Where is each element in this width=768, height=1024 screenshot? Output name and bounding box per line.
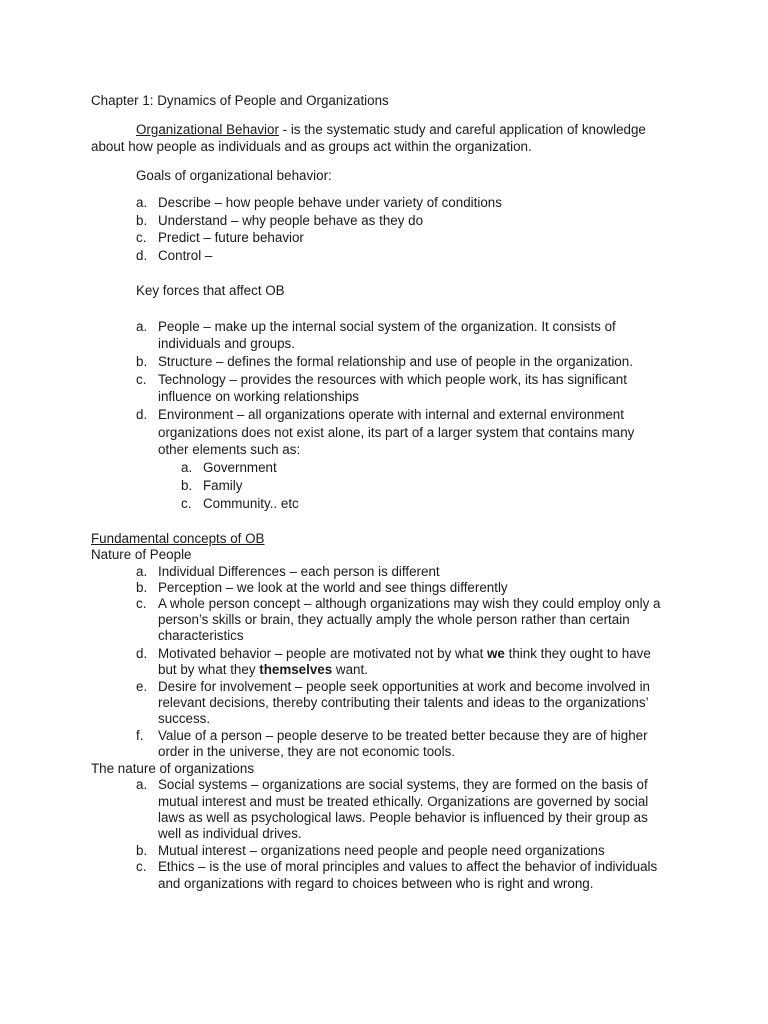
sub-list-marker: a. <box>181 460 193 475</box>
list-marker: d. <box>136 248 148 263</box>
definition-text: - is the systematic study and careful application of knowledge <box>278 122 646 137</box>
definition-line-2: about how people as individuals and as groups act within the organization. <box>91 139 532 154</box>
list-item <box>158 646 651 662</box>
list-marker: f. <box>136 728 144 743</box>
text-run: but by what they <box>158 662 260 677</box>
list-marker: a. <box>136 195 148 210</box>
list-marker: c. <box>136 859 147 874</box>
list-marker: b. <box>136 354 148 369</box>
forces-heading: Key forces that affect OB <box>136 283 285 298</box>
list-item-continued: relevant decisions, thereby contributing their talents and ideas to the organizations’ <box>158 695 649 710</box>
list-item-continued: laws as well as psychological laws. People behavior is influenced by their group as <box>158 810 648 825</box>
list-marker: d. <box>136 407 148 422</box>
list-item-continued: order in the universe, they are not economic tools. <box>158 744 455 759</box>
definition-term: Organizational Behavior <box>136 122 279 137</box>
list-item-continued: and organizations with regard to choices between who is right and wrong. <box>158 876 594 891</box>
nature-people-heading: Nature of People <box>91 547 192 562</box>
sub-list-marker: c. <box>181 496 192 511</box>
list-item: Social systems – organizations are social systems, they are formed on the basis of <box>158 777 648 792</box>
definition-line-1 <box>136 122 646 138</box>
list-item: Technology – provides the resources with which people work, its has significant <box>158 372 627 387</box>
fundamentals-heading: Fundamental concepts of OB <box>91 531 265 546</box>
goals-heading: Goals of organizational behavior: <box>136 168 332 183</box>
list-marker: c. <box>136 372 147 387</box>
sub-list-marker: b. <box>181 478 193 493</box>
list-marker: a. <box>136 319 148 334</box>
list-marker: d. <box>136 646 148 661</box>
list-item-continued: well as individual drives. <box>158 826 302 841</box>
list-item: Perception – we look at the world and see things differently <box>158 580 508 595</box>
list-item: Value of a person – people deserve to be treated better because they are of higher <box>158 728 648 743</box>
sub-list-item: Family <box>203 478 243 493</box>
list-item: People – make up the internal social system of the organization. It consists of <box>158 319 616 334</box>
list-item: Environment – all organizations operate with internal and external environment <box>158 407 624 422</box>
list-item-continued: success. <box>158 711 211 726</box>
list-item-continued <box>158 662 368 678</box>
text-run: think they ought to have <box>504 646 651 661</box>
list-item: Structure – defines the formal relationship and use of people in the organization. <box>158 354 633 369</box>
list-item: Understand – why people behave as they do <box>158 213 424 228</box>
list-item-continued: organizations does not exist alone, its part of a larger system that contains many <box>158 425 635 440</box>
emphasis-we: we <box>487 646 505 661</box>
list-item-continued: person’s skills or brain, they actually amply the whole person rather than certain <box>158 612 630 627</box>
text-run: want. <box>332 662 368 677</box>
list-item: Control – <box>158 248 213 263</box>
emphasis-themselves: themselves <box>259 662 333 677</box>
list-item: Ethics – is the use of moral principles and values to affect the behavior of individuals <box>158 859 658 874</box>
list-item-continued: individuals and groups. <box>158 336 295 351</box>
list-item-continued: other elements such as: <box>158 442 301 457</box>
list-item-continued: mutual interest and must be treated ethically. Organizations are governed by social <box>158 794 649 809</box>
nature-orgs-heading: The nature of organizations <box>91 761 255 776</box>
text-run: Motivated behavior – people are motivated not by what <box>158 646 488 661</box>
sub-list-item: Community.. etc <box>203 496 299 511</box>
list-marker: a. <box>136 777 148 792</box>
list-item: Describe – how people behave under variety of conditions <box>158 195 502 210</box>
list-item-continued: characteristics <box>158 628 244 643</box>
list-item: Desire for involvement – people seek opportunities at work and become involved in <box>158 679 651 694</box>
chapter-title: Chapter 1: Dynamics of People and Organizations <box>91 93 389 108</box>
list-item: Individual Differences – each person is different <box>158 564 440 579</box>
sub-list-item: Government <box>203 460 277 475</box>
list-marker: c. <box>136 230 147 245</box>
list-marker: c. <box>136 596 147 611</box>
list-item-continued: influence on working relationships <box>158 389 359 404</box>
list-item: Predict – future behavior <box>158 230 304 245</box>
list-item: Mutual interest – organizations need people and people need organizations <box>158 843 605 858</box>
list-marker: b. <box>136 213 148 228</box>
list-marker: e. <box>136 679 148 694</box>
list-marker: b. <box>136 580 148 595</box>
list-marker: b. <box>136 843 148 858</box>
list-marker: a. <box>136 564 148 579</box>
list-item: A whole person concept – although organizations may wish they could employ only a <box>158 596 661 611</box>
